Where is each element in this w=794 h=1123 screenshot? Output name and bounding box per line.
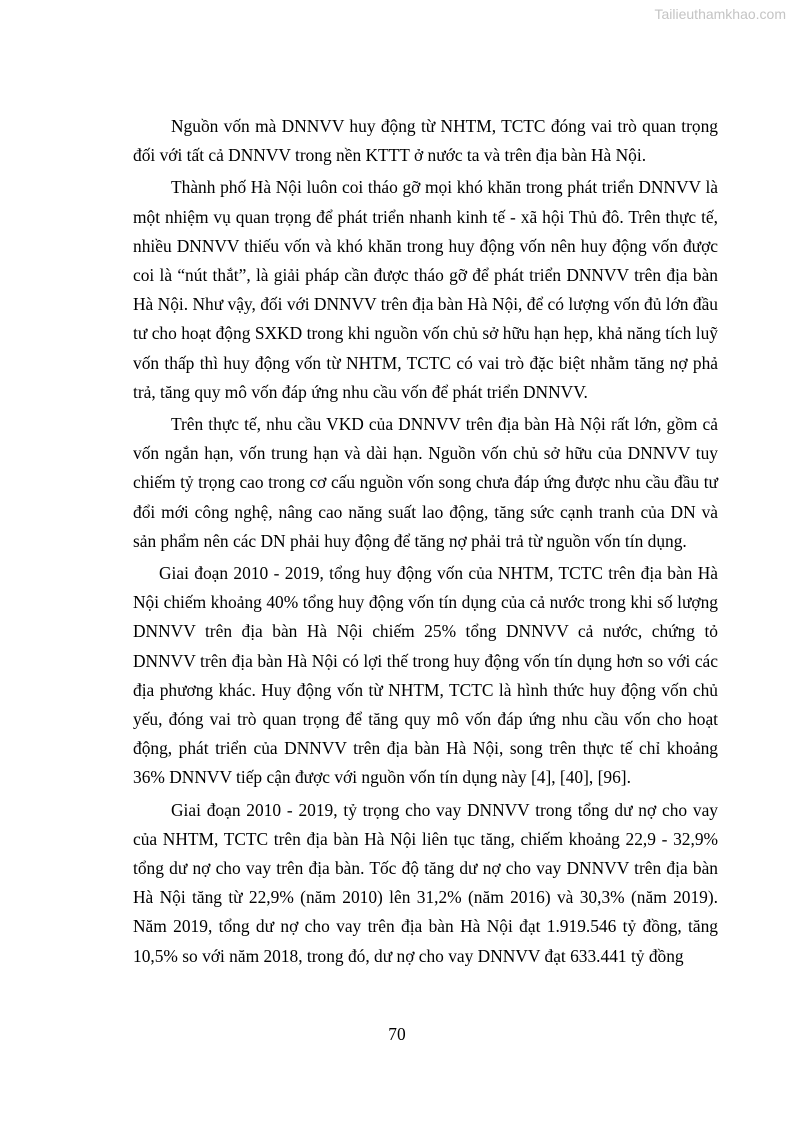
document-body: [133, 112, 718, 971]
paragraph-5: Giai đoạn 2010 - 2019, tỷ trọng cho vay DNNVV trong tổng dư nợ cho vay của NHTM, TCTC trên địa bàn Hà Nội liên tục tăng, chiếm khoảng 22,9 - 32,9% tổng dư nợ cho vay trên địa bàn. Tốc độ tăng dư nợ cho vay DNNVV trên địa bàn Hà Nội tăng từ 22,9% (năm 2010) lên 31,2% (năm 2016) và 30,3% (năm 2019). Năm 2019, tổng dư nợ cho vay trên địa bàn Hà Nội đạt 1.919.546 tỷ đồng, tăng 10,5% so với năm 2018, trong đó, dư nợ cho vay DNNVV đạt 633.441 tỷ đồng: [133, 799, 718, 966]
page-number: 70: [388, 1024, 406, 1044]
watermark: Tailieuthamkhao.com: [654, 6, 786, 22]
paragraph-1: Nguồn vốn mà DNNVV huy động từ NHTM, TCTC đóng vai trò quan trọng đối với tất cả DNNVV trong nền KTTT ở nước ta và trên địa bàn Hà Nội.: [133, 116, 718, 166]
paragraph-3: Trên thực tế, nhu cầu VKD của DNNVV trên địa bàn Hà Nội rất lớn, gồm cả vốn ngắn hạn, vốn trung hạn và dài hạn. Nguồn vốn chủ sở hữu của DNNVV tuy chiếm tỷ trọng cao trong cơ cấu nguồn vốn song chưa đáp ứng được nhu cầu đầu tư đổi mới công nghệ, nâng cao năng suất lao động, tăng sức cạnh tranh của DN và sản phẩm nên các DN phải huy động để tăng nợ phải trả từ nguồn vốn tín dụng.: [133, 414, 718, 551]
paragraph-2: Thành phố Hà Nội luôn coi tháo gỡ mọi khó khăn trong phát triển DNNVV là một nhiệm vụ quan trọng để phát triển nhanh kinh tế - xã hội Thủ đô. Trên thực tế, nhiều DNNVV thiếu vốn và khó khăn trong huy động vốn nên huy động vốn được coi là “nút thắt”, là giải pháp cần được tháo gỡ để phát triển DNNVV trên địa bàn Hà Nội. Như vậy, đối với DNNVV trên địa bàn Hà Nội, để có lượng vốn đủ lớn đầu tư cho hoạt động SXKD trong khi nguồn vốn chủ sở hữu hạn hẹp, khả năng tích luỹ vốn thấp thì huy động vốn từ NHTM, TCTC có vai trò đặc biệt nhằm tăng nợ phả trả, tăng quy mô vốn đáp ứng nhu cầu vốn để phát triển DNNVV.: [133, 177, 718, 402]
paragraph-4: Giai đoạn 2010 - 2019, tổng huy động vốn của NHTM, TCTC trên địa bàn Hà Nội chiếm khoảng 40% tổng huy động vốn tín dụng của cả nước trong khi số lượng DNNVV trên địa bàn Hà Nội chiếm 25% tổng DNNVV cả nước, chứng tỏ DNNVV trên địa bàn Hà Nội có lợi thế trong huy động vốn tín dụng hơn so với các địa phương khác. Huy động vốn từ NHTM, TCTC là hình thức huy động vốn chủ yếu, đóng vai trò quan trọng để tăng quy mô vốn đáp ứng nhu cầu vốn cho hoạt động, phát triển của DNNVV trên địa bàn Hà Nội, song trên thực tế chỉ khoảng 36% DNNVV tiếp cận được với nguồn vốn tín dụng này [4], [40], [96].: [133, 563, 718, 788]
